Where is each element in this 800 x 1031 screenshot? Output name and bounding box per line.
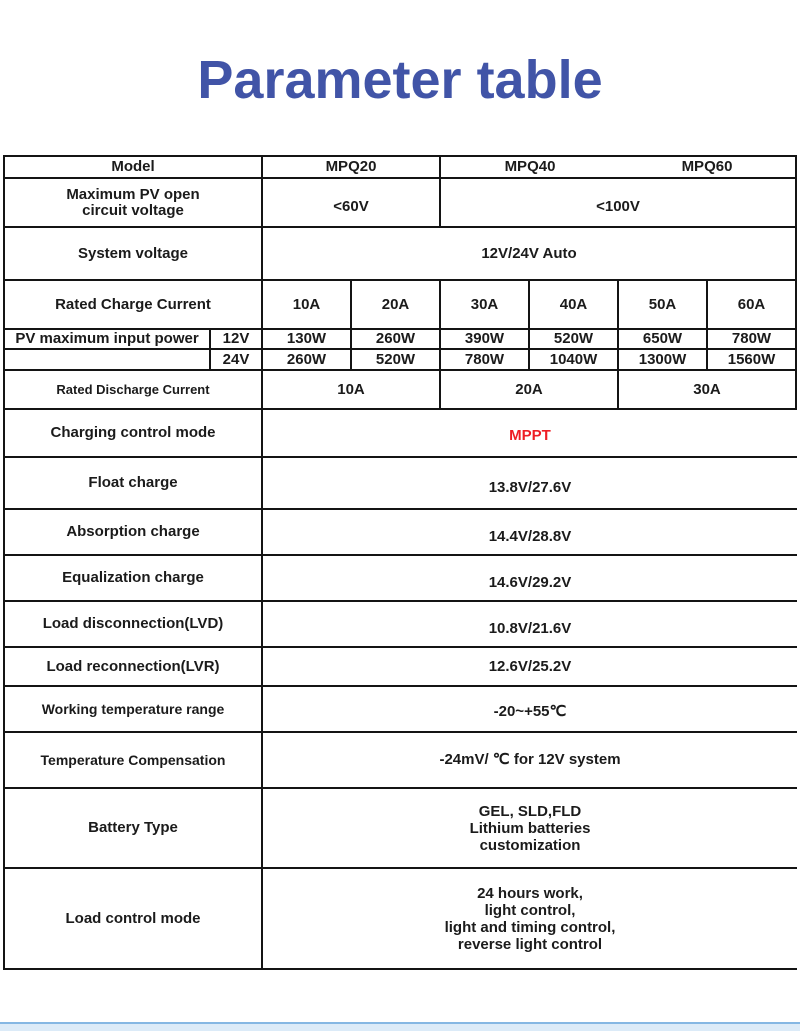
value-working-temperature: -20~+55℃ xyxy=(493,702,567,720)
value-pv-power-24v-2: 520W xyxy=(352,350,441,369)
value-charge-current-3: 30A xyxy=(441,281,530,328)
table-row-load-control-mode xyxy=(5,869,797,970)
table-row-load-disconnection xyxy=(5,602,797,648)
value-charge-current-2: 20A xyxy=(352,281,441,328)
value-pv-power-12v-6: 780W xyxy=(708,330,797,348)
table-row-float-charge xyxy=(5,458,797,510)
value-battery-type xyxy=(263,789,797,867)
value-pv-power-24v-3: 780W xyxy=(441,350,530,369)
load-control-line-3: light and timing control, xyxy=(444,918,616,936)
value-float-charge: 13.8V/27.6V xyxy=(488,478,572,496)
value-pv-power-12v-5: 650W xyxy=(619,330,708,348)
value-max-pv-mpq20: <60V xyxy=(263,179,441,226)
table-row-rated-discharge-current xyxy=(5,371,797,410)
battery-type-line-2: Lithium batteries xyxy=(469,819,591,837)
table-row-working-temperature xyxy=(5,687,797,733)
row-label-temperature-compensation: Temperature Compensation xyxy=(5,733,263,787)
sublabel-12v: 12V xyxy=(211,330,263,348)
battery-type-line-3: customization xyxy=(479,836,581,854)
table-row-absorption-charge xyxy=(5,510,797,556)
sublabel-24v: 24V xyxy=(211,350,263,369)
table-row-pv-power-24v xyxy=(5,350,797,371)
table-row-header xyxy=(5,157,797,179)
row-label-working-temperature: Working temperature range xyxy=(5,687,263,731)
value-temperature-compensation: -24mV/ ℃ for 12V system xyxy=(439,751,621,768)
table-row-charging-control-mode xyxy=(5,410,797,458)
load-control-line-4: reverse light control xyxy=(457,935,603,953)
label-line-2: circuit voltage xyxy=(82,201,184,219)
value-charge-current-1: 10A xyxy=(263,281,352,328)
row-label-max-pv-voltage xyxy=(5,179,263,226)
footer-accent-bar xyxy=(0,1022,800,1031)
value-load-control-mode xyxy=(263,869,797,968)
value-pv-power-24v-6: 1560W xyxy=(708,350,797,369)
value-max-pv-mpq40-60: <100V xyxy=(441,179,797,226)
value-charging-control-mode: MPPT xyxy=(509,426,551,444)
header-cell-mpq60: MPQ60 xyxy=(619,157,797,177)
value-discharge-current-3: 30A xyxy=(619,371,797,408)
value-charge-current-4: 40A xyxy=(530,281,619,328)
row-label-rated-charge-current: Rated Charge Current xyxy=(5,281,263,328)
battery-type-line-1: GEL, SLD,FLD xyxy=(478,802,582,820)
row-label-battery-type: Battery Type xyxy=(5,789,263,867)
table-row-battery-type xyxy=(5,789,797,869)
parameter-table xyxy=(3,155,797,970)
row-label-equalization-charge: Equalization charge xyxy=(5,556,263,600)
load-control-line-2: light control, xyxy=(484,901,576,919)
row-label-load-reconnection: Load reconnection(LVR) xyxy=(5,648,263,685)
value-pv-power-12v-3: 390W xyxy=(441,330,530,348)
table-row-rated-charge-current xyxy=(5,281,797,330)
value-absorption-charge: 14.4V/28.8V xyxy=(488,527,572,545)
row-label-pv-max-input-power: PV maximum input power xyxy=(5,330,211,348)
table-row-pv-power-12v xyxy=(5,330,797,350)
value-load-reconnection: 12.6V/25.2V xyxy=(488,657,572,675)
value-charge-current-6: 60A xyxy=(708,281,797,328)
value-pv-power-12v-2: 260W xyxy=(352,330,441,348)
row-label-charging-control-mode: Charging control mode xyxy=(5,410,263,456)
row-label-absorption-charge: Absorption charge xyxy=(5,510,263,554)
value-equalization-charge: 14.6V/29.2V xyxy=(488,573,572,591)
value-load-disconnection: 10.8V/21.6V xyxy=(488,619,572,637)
row-label-load-disconnection: Load disconnection(LVD) xyxy=(5,602,263,646)
table-row-equalization-charge xyxy=(5,556,797,602)
page-title: Parameter table xyxy=(197,50,603,110)
table-row-load-reconnection xyxy=(5,648,797,687)
header-cell-mpq40: MPQ40 xyxy=(504,158,556,175)
table-row-system-voltage xyxy=(5,228,797,281)
table-row-temperature-compensation xyxy=(5,733,797,789)
row-label-empty xyxy=(5,350,211,369)
value-discharge-current-2: 20A xyxy=(441,371,619,408)
value-discharge-current-1: 10A xyxy=(263,371,441,408)
table-row-max-pv-voltage xyxy=(5,179,797,228)
row-label-system-voltage: System voltage xyxy=(5,228,263,279)
value-pv-power-24v-1: 260W xyxy=(263,350,352,369)
header-cell-model: Model xyxy=(5,157,263,177)
header-cell-mpq20: MPQ20 xyxy=(263,157,441,177)
row-label-load-control-mode: Load control mode xyxy=(5,869,263,968)
label-line-1: Maximum PV open xyxy=(66,185,200,203)
value-pv-power-24v-5: 1300W xyxy=(619,350,708,369)
load-control-line-1: 24 hours work, xyxy=(477,884,583,902)
row-label-float-charge: Float charge xyxy=(5,458,263,508)
value-pv-power-24v-4: 1040W xyxy=(530,350,619,369)
value-pv-power-12v-4: 520W xyxy=(530,330,619,348)
value-system-voltage: 12V/24V Auto xyxy=(263,228,797,279)
value-charge-current-5: 50A xyxy=(619,281,708,328)
value-pv-power-12v-1: 130W xyxy=(263,330,352,348)
row-label-rated-discharge-current: Rated Discharge Current xyxy=(5,371,263,408)
